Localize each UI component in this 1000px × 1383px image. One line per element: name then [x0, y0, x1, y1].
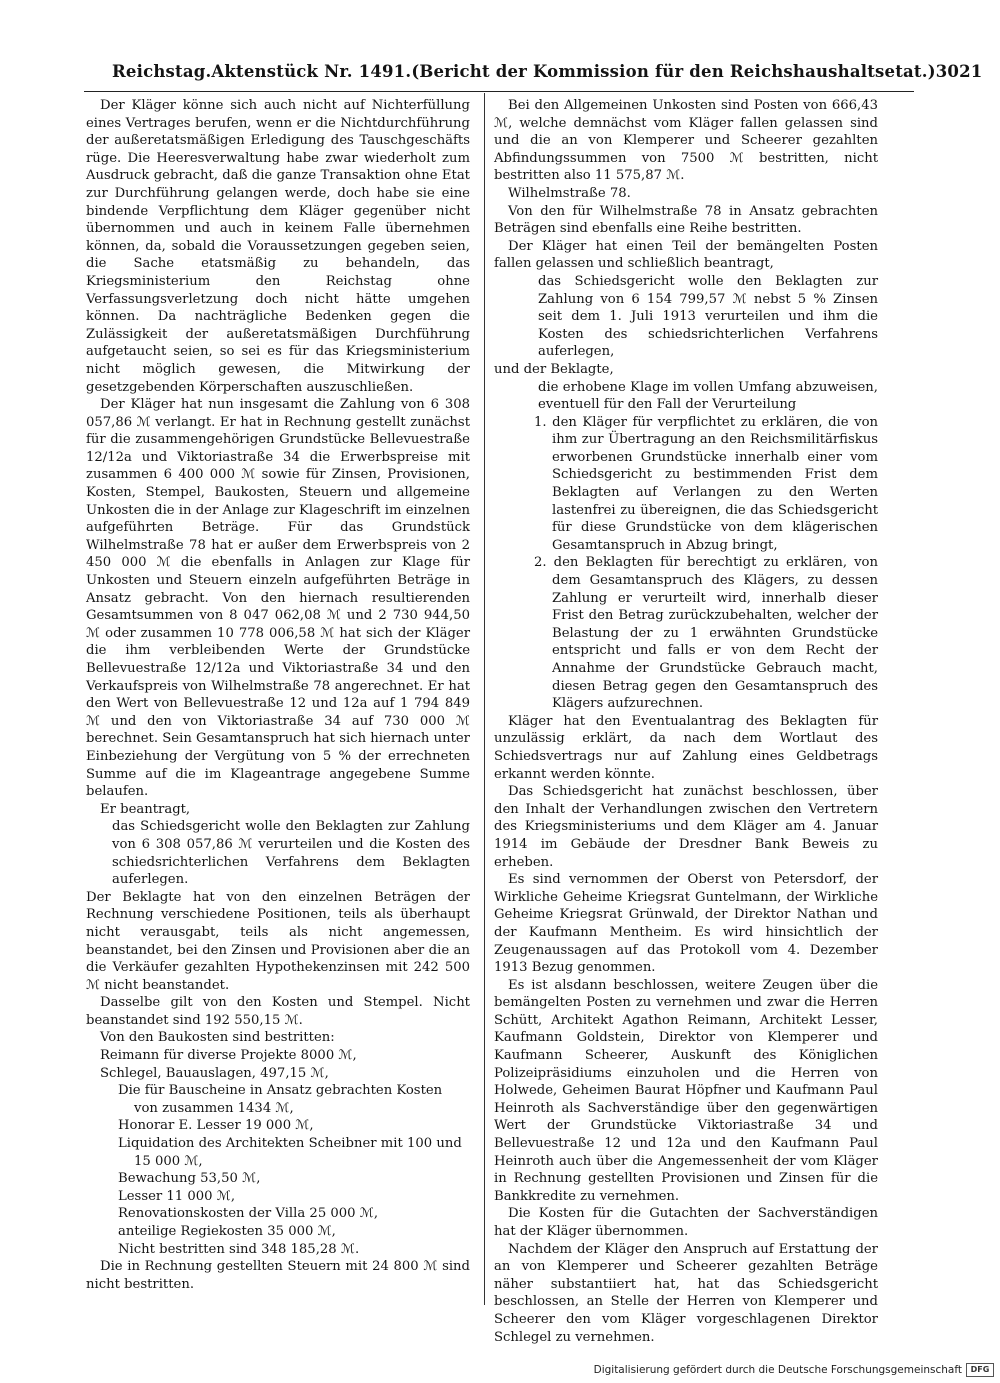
paragraph: Der Beklagte hat von den einzelnen Beträgen der Rechnung verschiedene Positionen, teils als überhaupt nicht verausgabt, teils als nicht angemessen, beanstandet, bei den Zinsen und Provisionen aber die an die Verkäufer gezahlten Hypothekenzinsen mit 242 500 ℳ nicht beanstandet. [86, 889, 470, 993]
list-item: Bewachung 53,50 ℳ, [118, 1171, 261, 1187]
numbered-item: 2. den Beklagten für berechtigt zu erklären, von dem Gesamtanspruch des Klägers, zu dessen Zahlung er verurteilt wird, innerhalb dieser Frist den Betrag zurückzubehalten, welcher der Belastung der zu 1 erwähnten Grundstücke entspricht und falls er von dem Recht der Annahme der Grundstücke Gebrauch macht, diesen Betrag gegen den Gesamtanspruch des Klägers aufzurechnen. [534, 555, 878, 712]
paragraph: Die Kosten für die Gutachten der Sachverständigen hat der Kläger übernommen. [494, 1206, 878, 1239]
paragraph: Das Schiedsgericht hat zunächst beschlossen, über den Inhalt der Verhandlungen zwischen den Vertretern des Kriegsministeriums und dem Kläger am 4. Januar 1914 im Gebäude der Dresdner Bank Beweis zu erheben. [494, 784, 878, 870]
paragraph: Bei den Allgemeinen Unkosten sind Posten von 666,43 ℳ, welche demnächst vom Kläger fallen gelassen sind und die an von Klemperer und Scheerer gezahlten Abfindungssummen von 7500 ℳ bestritten, nicht bestritten also 11 575,87 ℳ. [494, 98, 878, 184]
right-column [494, 97, 878, 1345]
paragraph: Kläger hat den Eventualantrag des Beklagten für unzulässig erklärt, da nach dem Wortlaut des Schiedsvertrags nur auf Zahlung eines Geldbetrags erkannt werden könnte. [494, 713, 878, 782]
header-rule [84, 91, 914, 92]
running-header [112, 62, 983, 86]
left-column [86, 97, 470, 1312]
list-item: Nicht bestritten sind 348 185,28 ℳ. [118, 1241, 360, 1257]
list-item: Die für Bauscheine in Ansatz gebrachten Kosten von zusammen 1434 ℳ, [118, 1083, 443, 1116]
paragraph: Der Kläger könne sich auch nicht auf Nichterfüllung eines Vertrages berufen, wenn er die Nichtdurchführung der außeretatsmäßigen Erledigung des Tauschgeschäfts rüge. Die Heeresverwaltung habe zwar wiederholt zum Ausdruck gebracht, daß die ganze Transaktion ohne Etat zur Durchführung gelangen werde, doch habe sie eine bindende Verpflichtung dem Kläger gegenüber nicht übernommen und auch in keinem Falle übernehmen können, da, sobald die Voraussetzungen gegeben seien, die Sache etatsmäßig zu behandeln, das Kriegsministerium den Reichstag ohne Verfassungsverletzung doch nicht hätte umgehen können. Da nachträgliche Bedenken gegen die Zulässigkeit der außeretatsmäßigen Durchführung aufgetaucht seien, so sei es für das Kriegsministerium nicht möglich gewesen, die Mitwirkung der gesetzgebenden Körperschaften auszuschließen. [86, 98, 470, 395]
list-item: anteilige Regiekosten 35 000 ℳ, [118, 1224, 336, 1239]
paragraph: Es sind vernommen der Oberst von Petersdorf, der Wirkliche Geheime Kriegsrat Guntelmann, der Wirkliche Geheime Kriegsrat Grünwald, der Direktor Nathan und der Kaufmann Mentheim. Es wird hinsichtlich der Zeugenaussagen auf das Protokoll vom 4. Dezember 1913 Bezug genommen. [494, 872, 878, 976]
numbered-item: 1. den Kläger für verpflichtet zu erklären, die von ihm zur Übertragung an den Reichsmilitärfiskus erworbenen Grundstücke innerhalb einer vom Schiedsgericht zu bestimmenden Frist dem Beklagten auf Verlangen zu den Werten lastenfrei zu übereignen, die das Schiedsgericht für diese Grundstücke von dem klägerischen Gesamtanspruch in Abzug bringt, [534, 414, 878, 553]
paragraph: Er beantragt, [100, 801, 191, 817]
motion-block: das Schiedsgericht wolle den Beklagten zur Zahlung von 6 154 799,57 ℳ nebst 5 % Zinsen seit dem 1. Juli 1913 verurteilen und ihm die Kosten des schiedsrichterlichen Verfahrens auferlegen, [538, 273, 878, 360]
paragraph: Es ist alsdann beschlossen, weitere Zeugen über die bemängelten Posten zu vernehmen und zwar die Herren Schütt, Architekt Agathon Reimann, Architekt Lesser, Kaufmann Goldstein, Direktor von Klemperer und Kaufmann Scheerer, Auskunft des Königlichen Polizeipräsidiums einzuholen und die Herren von Holwede, Geheimen Baurat Höpfner und Kaufmann Paul Heinroth als Sachverständige über den gegenwärtigen Wert der Grundstücke Viktoriastraße 34 und Bellevuestraße 12 und 12a und den Kaufmann Paul Heinroth auch über die Angemessenheit der vom Kläger in Rechnung gestellten Provisionen und Zinsen für die Bankkredite zu vernehmen. [494, 977, 878, 1204]
section-heading: Wilhelmstraße 78. [508, 185, 631, 201]
list-item: Reimann für diverse Projekte 8000 ℳ, [100, 1048, 357, 1064]
paragraph: Von den Baukosten sind bestritten: [100, 1030, 335, 1046]
paragraph: Nachdem der Kläger den Anspruch auf Erstattung der an von Klemperer und Scheerer gezahlten Beträge näher substantiiert hat, hat das Schiedsgericht beschlossen, an Stelle der Herren von Klemperer und Scheerer den vom Kläger vorgeschlagenen Direktor Schlegel zu vernehmen. [494, 1241, 878, 1345]
page-number: 3021 [935, 62, 983, 81]
header-left: Reichstag. [112, 62, 212, 81]
header-document-number: Aktenstück Nr. 1491. [211, 62, 412, 81]
dfg-logo-icon: DFG [966, 1363, 994, 1377]
credit-text: Digitalisierung gefördert durch die Deutsche Forschungsgemeinschaft [593, 1364, 962, 1376]
list-item: Lesser 11 000 ℳ, [118, 1188, 236, 1204]
list-item: Liquidation des Architekten Scheibner mit 100 und 15 000 ℳ, [118, 1136, 462, 1169]
column-divider [484, 93, 485, 1305]
paragraph: Der Kläger hat nun insgesamt die Zahlung von 6 308 057,86 ℳ verlangt. Er hat in Rechnung gestellt zunächst für die zusammengehörigen Grundstücke Bellevuestraße 12/12a und Viktoriastraße 34 die Erwerbspreise mit zusammen 6 400 000 ℳ sowie für Zinsen, Provisionen, Kosten, Stempel, Baukosten, Steuern und allgemeine Unkosten die in der Anlage zur Klageschrift im einzelnen aufgeführten Beträge. Für das Grundstück Wilhelmstraße 78 hat er außer dem Erwerbspreis von 2 450 000 ℳ die ebenfalls in Anlagen zur Klage für Unkosten und Steuern einzeln aufgeführten Beträge in Ansatz gebracht. Von den hiernach resultierenden Gesamtsummen von 8 047 062,08 ℳ und 2 730 944,50 ℳ oder zusammen 10 778 006,58 ℳ hat sich der Kläger die ihm verbleibenden Werte der Grundstücke Bellevuestraße 12/12a und Viktoriastraße 34 und den Verkaufspreis von Wilhelmstraße 78 angerechnet. Er hat den Wert von Bellevuestraße 12 und 12a auf 1 794 849 ℳ und den von Viktoriastraße 34 auf 730 000 ℳ berechnet. Sein Gesamtanspruch hat sich hiernach unter Einbeziehung der Vergütung von 5 % der errechneten Summe auf die im Klageantrage angegebene Summe belaufen. [86, 397, 470, 800]
motion-block: die erhobene Klage im vollen Umfang abzuweisen, eventuell für den Fall der Verurteilung [538, 379, 878, 413]
paragraph: Von den für Wilhelmstraße 78 in Ansatz gebrachten Beträgen sind ebenfalls eine Reihe bestritten. [494, 203, 878, 237]
list-item: Honorar E. Lesser 19 000 ℳ, [118, 1118, 314, 1134]
header-subject: (Bericht der Kommission für den Reichshaushaltsetat.) [411, 62, 936, 81]
list-item: Schlegel, Bauauslagen, 497,15 ℳ, [100, 1065, 329, 1081]
paragraph: Der Kläger hat einen Teil der bemängelten Posten fallen gelassen und schließlich beantragt, [494, 238, 878, 272]
digitization-credit [594, 1363, 994, 1377]
paragraph: Die in Rechnung gestellten Steuern mit 24 800 ℳ sind nicht bestritten. [86, 1259, 470, 1292]
paragraph: und der Beklagte, [494, 361, 614, 377]
paragraph: Dasselbe gilt von den Kosten und Stempel. Nicht beanstandet sind 192 550,15 ℳ. [86, 995, 470, 1028]
list-item: Renovationskosten der Villa 25 000 ℳ, [118, 1206, 379, 1222]
motion-block: das Schiedsgericht wolle den Beklagten zur Zahlung von 6 308 057,86 ℳ verurteilen und die Kosten des schiedsrichterlichen Verfahrens dem Beklagten auferlegen. [112, 819, 470, 888]
